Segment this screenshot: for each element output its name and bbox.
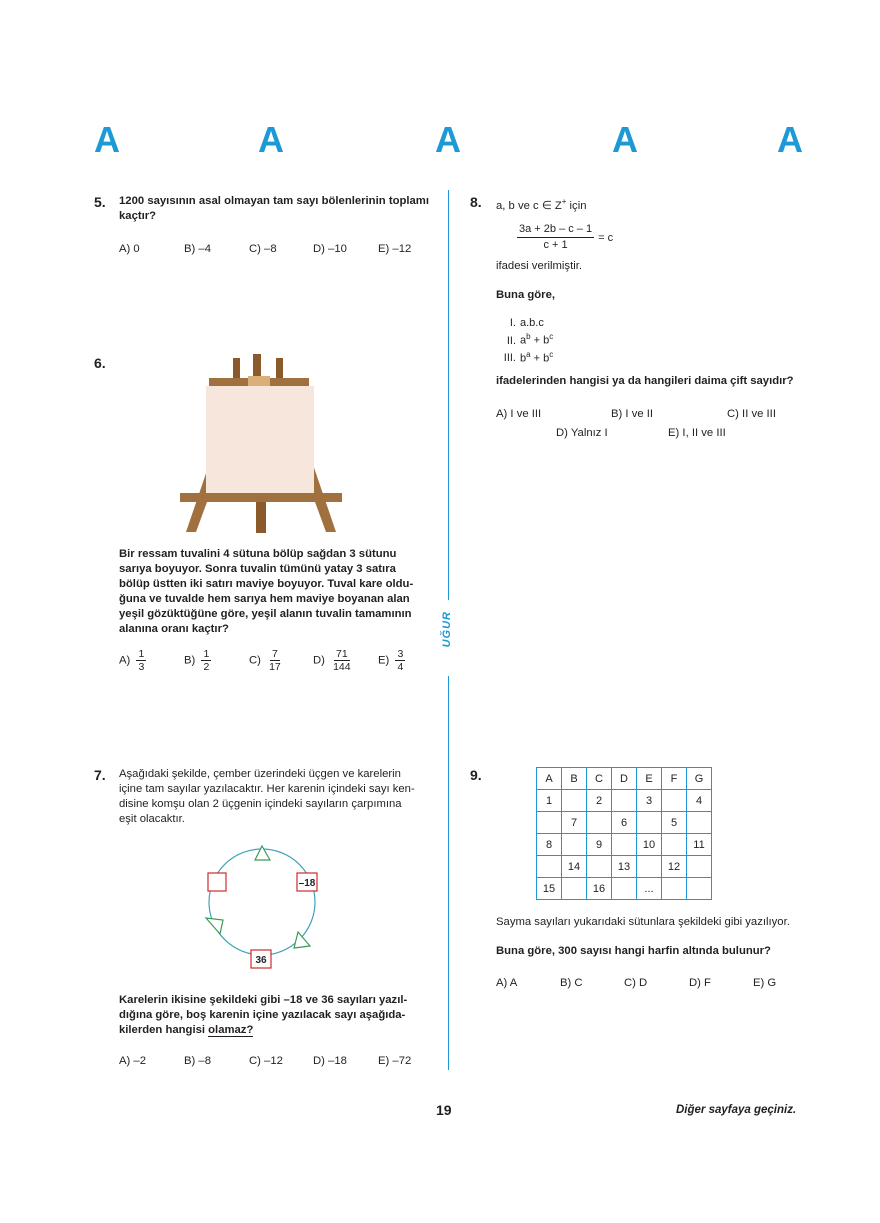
q9-number-grid bbox=[536, 767, 712, 900]
q6-text-line-3: bölüp üstten iki satırı maviye boyuyor. Tuval kare oldu- bbox=[119, 578, 414, 590]
grid-cell bbox=[662, 790, 687, 812]
grid-cell bbox=[537, 812, 562, 834]
q6-option-b-letter: B) bbox=[184, 654, 196, 667]
q6-option-c-letter: C) bbox=[249, 654, 261, 667]
q8-equation bbox=[517, 222, 613, 253]
grid-cell bbox=[612, 834, 637, 856]
q6-option-d-letter: D) bbox=[313, 654, 325, 667]
table-row bbox=[537, 834, 712, 856]
grid-cell: 16 bbox=[587, 878, 612, 900]
q6-text-line-4: ğuna ve tuvalde hem sarıya hem maviye boyanan alan bbox=[119, 593, 410, 605]
grid-cell bbox=[612, 790, 637, 812]
q8-item-1-roman: I. bbox=[509, 317, 516, 329]
q6-number: 6. bbox=[94, 355, 106, 371]
table-row bbox=[537, 790, 712, 812]
q9-number: 9. bbox=[470, 767, 482, 783]
q8-given: ifadesi verilmiştir. bbox=[496, 260, 583, 272]
triangle-top bbox=[255, 846, 270, 860]
grid-cell bbox=[637, 812, 662, 834]
grid-cell: D bbox=[612, 768, 637, 790]
q6-option-d-num: 71 bbox=[335, 648, 348, 660]
header-letter-5: A bbox=[777, 119, 803, 160]
grid-cell: G bbox=[687, 768, 712, 790]
grid-cell bbox=[612, 878, 637, 900]
q8-items bbox=[496, 316, 553, 365]
q6-option-a-letter: A) bbox=[119, 654, 131, 667]
table-row bbox=[537, 878, 712, 900]
q7-text-line-2: içine tam sayılar yazılacaktır. Her karenin içindeki sayı ken- bbox=[119, 783, 415, 795]
grid-cell: A bbox=[537, 768, 562, 790]
grid-cell: 1 bbox=[537, 790, 562, 812]
grid-cell: 2 bbox=[587, 790, 612, 812]
side-label: UĞUR bbox=[441, 611, 453, 648]
q5-option-d[interactable]: D) –10 bbox=[313, 243, 347, 255]
triangle-right bbox=[294, 932, 310, 948]
grid-cell: E bbox=[637, 768, 662, 790]
q8-option-c[interactable]: C) II ve III bbox=[727, 408, 776, 420]
q8-item-2-base: a bbox=[520, 334, 527, 347]
header-letter-4: A bbox=[612, 119, 638, 160]
square-value-minus-18: –18 bbox=[298, 878, 316, 889]
grid-cell: F bbox=[662, 768, 687, 790]
page-number: 19 bbox=[436, 1102, 452, 1118]
grid-cell: 14 bbox=[562, 856, 587, 878]
q6-option-a[interactable] bbox=[119, 648, 146, 673]
q5-option-c[interactable]: C) –8 bbox=[249, 243, 277, 255]
q5-text: 1200 sayısının asal olmayan tam sayı bölenlerinin toplamı kaçtır? bbox=[119, 195, 429, 222]
q7-option-b[interactable]: B) –8 bbox=[184, 1055, 212, 1067]
q8-option-e[interactable]: E) I, II ve III bbox=[668, 427, 726, 439]
grid-cell bbox=[587, 856, 612, 878]
q7-text bbox=[119, 767, 431, 827]
column-divider-bottom bbox=[448, 676, 449, 1070]
q8-item-3 bbox=[496, 348, 553, 366]
grid-cell bbox=[687, 878, 712, 900]
q9-text: Sayma sayıları yukarıdaki sütunlara şekildeki gibi yazılıyor. bbox=[496, 916, 790, 928]
grid-cell: 12 bbox=[662, 856, 687, 878]
q8-item-2-mid: + b bbox=[530, 334, 550, 347]
q6-text-line-5: yeşil gözüktüğüne göre, yeşil alanın tuvalin tamamının bbox=[119, 608, 412, 620]
q6-option-d[interactable] bbox=[313, 648, 353, 673]
q8-equation-rhs: = c bbox=[598, 231, 614, 244]
q8-item-3-base: b bbox=[520, 352, 527, 365]
q7-question-emph: olamaz? bbox=[208, 1024, 254, 1036]
grid-cell: 8 bbox=[537, 834, 562, 856]
q7-question-prefix: kilerden hangisi bbox=[119, 1024, 209, 1036]
q6-option-b[interactable] bbox=[184, 648, 211, 673]
q7-text-line-4: eşit olacaktır. bbox=[119, 813, 185, 825]
table-row bbox=[537, 856, 712, 878]
column-divider-top bbox=[448, 190, 449, 600]
q7-option-a[interactable]: A) –2 bbox=[119, 1055, 147, 1067]
q5-number: 5. bbox=[94, 194, 106, 210]
q5-option-a[interactable]: A) 0 bbox=[119, 243, 140, 255]
q7-option-d[interactable]: D) –18 bbox=[313, 1055, 347, 1067]
q8-item-1 bbox=[496, 316, 553, 330]
header-letter-1: A bbox=[94, 119, 120, 160]
q7-text-line-1: Aşağıdaki şekilde, çember üzerindeki üçgen ve karelerin bbox=[119, 768, 401, 780]
q7-option-c[interactable]: C) –12 bbox=[249, 1055, 283, 1067]
q6-option-e-den: 4 bbox=[397, 661, 404, 673]
q6-option-b-den: 2 bbox=[203, 661, 210, 673]
q8-intro-end: için bbox=[566, 199, 587, 212]
q8-option-d[interactable]: D) Yalnız I bbox=[556, 427, 608, 439]
q6-text bbox=[119, 547, 429, 637]
grid-cell: 9 bbox=[587, 834, 612, 856]
q7-option-e[interactable]: E) –72 bbox=[378, 1055, 412, 1067]
q8-intro-text: a, b ve c ∈ Z bbox=[496, 199, 562, 212]
grid-cell bbox=[687, 812, 712, 834]
grid-cell bbox=[562, 878, 587, 900]
q8-intro-sup: + bbox=[561, 197, 567, 206]
grid-cell: 10 bbox=[637, 834, 662, 856]
q5-option-e[interactable]: E) –12 bbox=[378, 243, 412, 255]
table-row bbox=[537, 768, 712, 790]
square-value-36: 36 bbox=[255, 955, 267, 966]
grid-cell: 7 bbox=[562, 812, 587, 834]
q8-number: 8. bbox=[470, 194, 482, 210]
q8-equation-num: 3a + 2b – c – 1 bbox=[517, 222, 594, 238]
q8-item-2-roman: II. bbox=[506, 334, 516, 347]
q8-item-2-exp2: c bbox=[549, 332, 554, 341]
q9-option-a[interactable]: A) A bbox=[496, 977, 518, 989]
q6-text-line-6: alanına oranı kaçtır? bbox=[119, 623, 229, 635]
circle-figure bbox=[200, 840, 330, 970]
q6-text-line-1: Bir ressam tuvalini 4 sütuna bölüp sağdan 3 sütunu bbox=[119, 548, 397, 560]
footer-next-page: Diğer sayfaya geçiniz. bbox=[676, 1104, 797, 1116]
q6-option-a-num: 1 bbox=[138, 648, 145, 660]
grid-cell: ... bbox=[637, 878, 662, 900]
q7-question-line-1: Karelerin ikisine şekildeki gibi –18 ve 36 sayıları yazıl- bbox=[119, 994, 408, 1006]
q6-option-d-den: 144 bbox=[333, 661, 351, 673]
q7-question-line-3 bbox=[119, 1023, 431, 1038]
easel-illustration bbox=[176, 350, 346, 535]
grid-cell: C bbox=[587, 768, 612, 790]
q6-option-c-den: 17 bbox=[269, 661, 281, 673]
q9-option-d[interactable]: D) F bbox=[689, 977, 711, 989]
q8-equation-den: c + 1 bbox=[543, 239, 568, 251]
q7-number: 7. bbox=[94, 767, 106, 783]
q8-item-2 bbox=[496, 330, 553, 348]
q6-text-line-2: sarıya boyuyor. Sonra tuvalin tümünü yatay 3 satıra bbox=[119, 563, 396, 575]
q8-lead: Buna göre, bbox=[496, 289, 555, 301]
q6-option-c-num: 7 bbox=[271, 648, 278, 660]
grid-cell: B bbox=[562, 768, 587, 790]
q8-item-3-roman: III. bbox=[503, 352, 516, 365]
grid-cell bbox=[637, 856, 662, 878]
q8-option-b[interactable]: B) I ve II bbox=[611, 408, 654, 420]
q8-item-2-exp1: b bbox=[526, 332, 531, 341]
square-empty bbox=[208, 873, 226, 891]
q8-question: ifadelerinden hangisi ya da hangileri daima çift sayıdır? bbox=[496, 375, 794, 387]
header-letter-2: A bbox=[258, 119, 284, 160]
header-letter-3: A bbox=[435, 119, 461, 160]
grid-cell bbox=[537, 856, 562, 878]
grid-cell bbox=[662, 878, 687, 900]
q8-item-3-mid: + b bbox=[530, 352, 550, 365]
grid-cell: 4 bbox=[687, 790, 712, 812]
q6-option-c[interactable] bbox=[249, 648, 283, 673]
q8-item-3-exp1: a bbox=[526, 349, 531, 359]
q9-option-c[interactable]: C) D bbox=[624, 977, 648, 989]
q7-question bbox=[119, 993, 431, 1038]
q6-option-e-letter: E) bbox=[378, 654, 390, 667]
q5-option-b[interactable]: B) –4 bbox=[184, 243, 212, 255]
grid-cell: 6 bbox=[612, 812, 637, 834]
q9-option-b[interactable]: B) C bbox=[560, 977, 583, 989]
triangle-left bbox=[206, 918, 223, 934]
grid-cell bbox=[562, 790, 587, 812]
q8-intro bbox=[496, 194, 586, 214]
q9-option-e[interactable]: E) G bbox=[753, 977, 777, 989]
grid-cell: 3 bbox=[637, 790, 662, 812]
q7-text-line-3: disine komşu olan 2 üçgenin içindeki sayıların çarpımına bbox=[119, 798, 402, 810]
grid-cell bbox=[687, 856, 712, 878]
q8-option-a[interactable]: A) I ve III bbox=[496, 408, 542, 420]
grid-cell bbox=[662, 834, 687, 856]
q9-question: Buna göre, 300 sayısı hangi harfin altında bulunur? bbox=[496, 945, 771, 957]
grid-cell: 11 bbox=[687, 834, 712, 856]
q6-option-e-num: 3 bbox=[397, 648, 404, 660]
grid-cell: 15 bbox=[537, 878, 562, 900]
q6-option-e[interactable] bbox=[378, 648, 405, 673]
grid-cell bbox=[562, 834, 587, 856]
grid-cell bbox=[587, 812, 612, 834]
q8-item-1-base: a.b.c bbox=[520, 317, 544, 329]
q8-item-3-exp2: c bbox=[549, 349, 554, 359]
q6-option-b-num: 1 bbox=[203, 648, 210, 660]
grid-cell: 13 bbox=[612, 856, 637, 878]
q6-option-a-den: 3 bbox=[138, 661, 145, 673]
grid-cell: 5 bbox=[662, 812, 687, 834]
q7-question-line-2: dığına göre, boş karenin içine yazılacak sayı aşağıda- bbox=[119, 1009, 406, 1021]
table-row bbox=[537, 812, 712, 834]
